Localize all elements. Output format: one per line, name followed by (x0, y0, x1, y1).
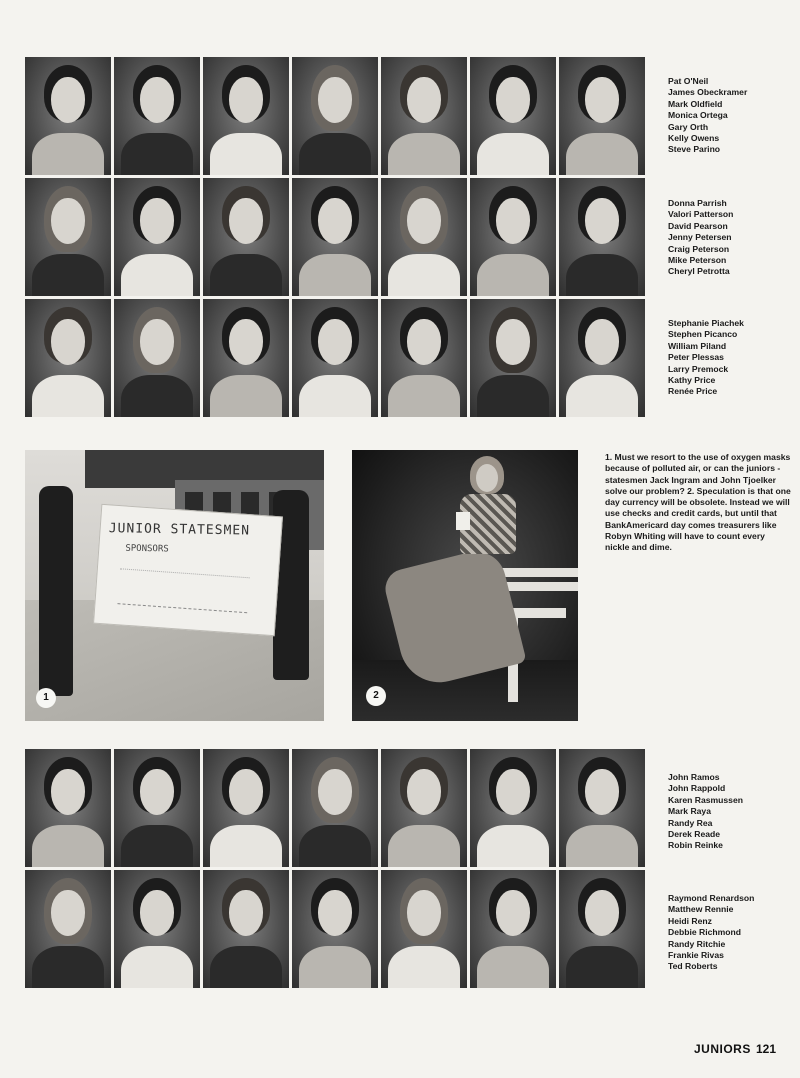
student-name: Gary Orth (668, 121, 709, 132)
student-name: Derek Reade (668, 829, 721, 840)
portrait (25, 299, 111, 417)
portrait (292, 870, 378, 988)
candid-photo-bench (352, 450, 578, 721)
banner-title: JUNIOR STATESMEN (108, 521, 251, 539)
portrait (25, 57, 111, 175)
name-list-row-3 (668, 318, 744, 398)
portrait (292, 749, 378, 867)
portrait (559, 870, 645, 988)
portrait (559, 178, 645, 296)
portrait (559, 57, 645, 175)
portrait (292, 57, 378, 175)
portrait (114, 870, 200, 988)
student-name: Raymond Renardson (668, 893, 755, 903)
student-name: James Obeckramer (668, 87, 748, 98)
name-list-row-4 (668, 772, 743, 852)
student-name: Cheryl Petrotta (668, 266, 730, 277)
portrait (292, 178, 378, 296)
student-name: Stephen Picanco (668, 329, 738, 340)
portrait (559, 749, 645, 867)
portrait (381, 870, 467, 988)
portrait (114, 749, 200, 867)
student-name: Valori Patterson (668, 209, 734, 220)
student-name: Steve Parino (668, 144, 721, 155)
student-name: Stephanie Piachek (668, 318, 744, 328)
portrait (203, 870, 289, 988)
photo-caption: 1. Must we resort to the use of oxygen masks because of polluted air, or can the juniors - statesmen Jack Ingram and John Tjoelker solve our problem? 2. Speculation is that one day currency will be obsolete. Instead we will use checks and credit cards, but until that BankAmericard day comes treasurers like Robyn Whiting will have to count every nickle and dime. (605, 452, 791, 553)
portrait (25, 749, 111, 867)
student-name: Kelly Owens (668, 133, 720, 144)
student-left-figure (39, 486, 73, 696)
portrait (203, 178, 289, 296)
portrait (25, 178, 111, 296)
portrait (470, 178, 556, 296)
student-name: Randy Ritchie (668, 938, 726, 949)
student-name: Craig Peterson (668, 243, 730, 254)
portrait (114, 57, 200, 175)
student-name: Karen Rasmussen (668, 794, 743, 805)
portrait (381, 749, 467, 867)
portrait (470, 749, 556, 867)
portrait (470, 870, 556, 988)
portrait (381, 178, 467, 296)
portrait (381, 57, 467, 175)
student-name: Frankie Rivas (668, 950, 724, 961)
portrait (114, 178, 200, 296)
portrait (203, 57, 289, 175)
student-name: Debbie Richmond (668, 927, 742, 938)
student-name: Ted Roberts (668, 961, 718, 972)
portrait (114, 299, 200, 417)
student-name: William Piland (668, 340, 727, 351)
name-list-row-2 (668, 198, 733, 278)
student-name: Heidi Renz (668, 915, 712, 926)
student-name: Renée Price (668, 386, 718, 397)
banner-subtitle: SPONSORS (125, 543, 169, 555)
photo-number-badge: 2 (366, 686, 386, 706)
student-name: Larry Premock (668, 363, 729, 374)
portrait (559, 299, 645, 417)
student-name: John Rappold (668, 783, 726, 794)
junior-statesmen-banner (93, 504, 283, 636)
portrait (203, 299, 289, 417)
student-name: Matthew Rennie (668, 904, 734, 915)
section-title: JUNIORS (694, 1042, 751, 1056)
portrait (470, 57, 556, 175)
portrait (25, 870, 111, 988)
portrait-grid-top (25, 57, 645, 417)
student-name: Jenny Petersen (668, 232, 732, 243)
student-name: Mike Peterson (668, 255, 727, 266)
student-name: Peter Plessas (668, 352, 724, 363)
page-number: 121 (756, 1042, 777, 1056)
name-list-row-5 (668, 893, 754, 973)
banner-drawings (117, 568, 249, 613)
student-face (476, 464, 498, 492)
portrait (292, 299, 378, 417)
student-name: Pat O'Neil (668, 76, 709, 86)
student-name: John Ramos (668, 772, 720, 782)
student-name: Donna Parrish (668, 198, 727, 208)
portrait (470, 299, 556, 417)
student-name: Kathy Price (668, 375, 716, 386)
student-name: Monica Ortega (668, 110, 728, 121)
money-in-hand (456, 512, 470, 530)
portrait-grid-bottom (25, 749, 645, 988)
student-name: Mark Oldfield (668, 98, 723, 109)
portrait (203, 749, 289, 867)
student-name: Randy Rea (668, 817, 713, 828)
photo-number-badge: 1 (36, 688, 56, 708)
name-list-row-1 (668, 76, 747, 156)
student-name: Mark Raya (668, 806, 711, 817)
portrait (381, 299, 467, 417)
candid-photo-banner (25, 450, 324, 721)
student-name: Robin Reinke (668, 840, 723, 851)
student-name: David Pearson (668, 220, 728, 231)
